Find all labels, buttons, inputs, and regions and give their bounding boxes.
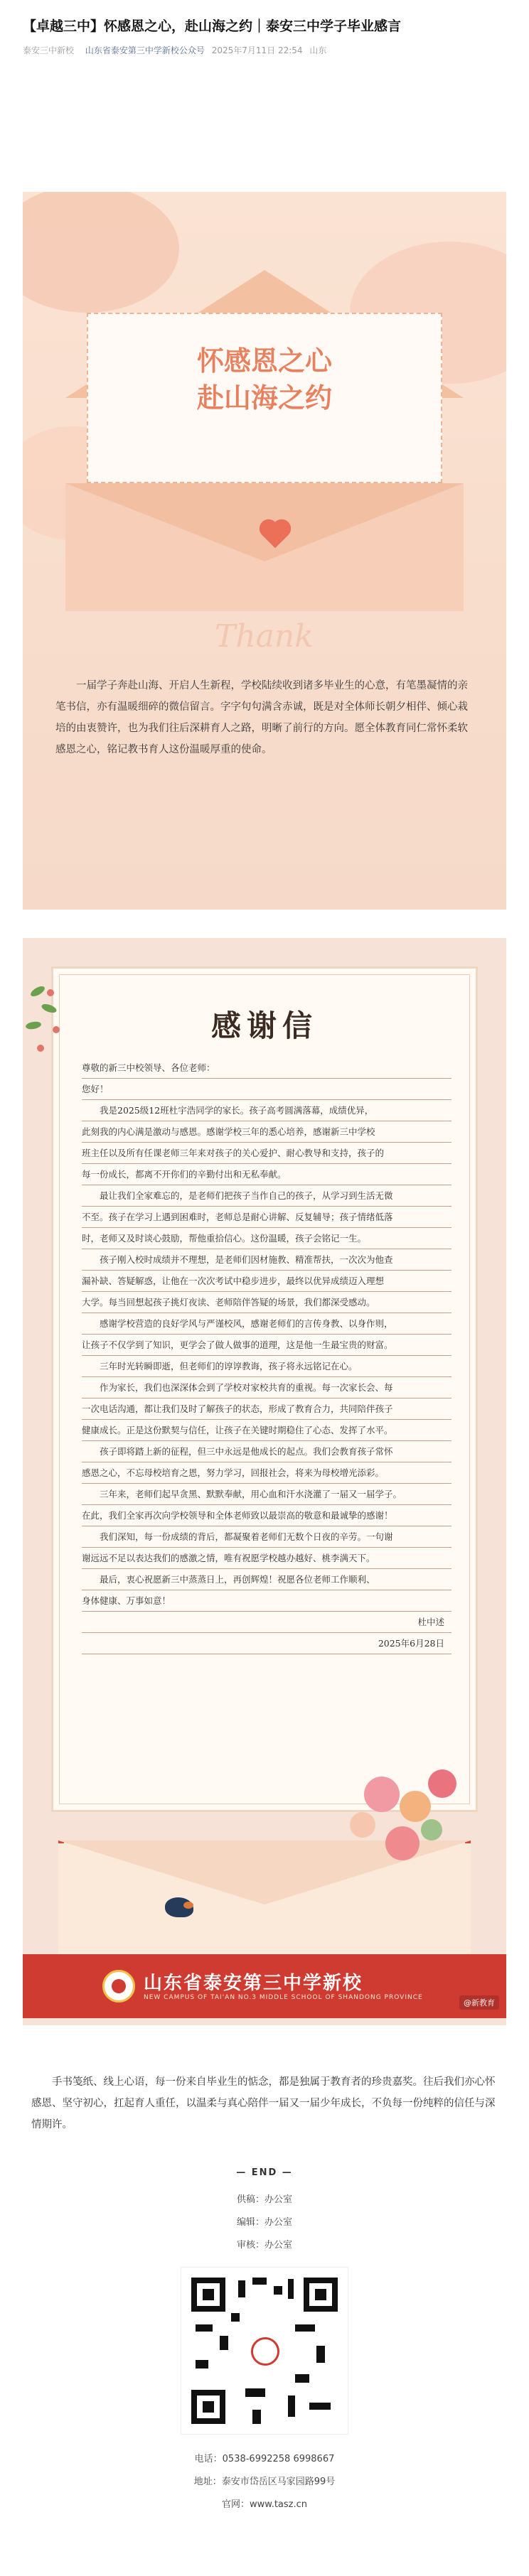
- article-title: 【卓越三中】怀感恩之心，赴山海之约｜泰安三中学子毕业感言: [23, 18, 402, 34]
- author: 泰安三中新校: [23, 45, 75, 55]
- letter-line: 最让我们全家难忘的，是老师们把孩子当作自己的孩子，从学习到生活无微: [82, 1185, 451, 1207]
- letter-line: 此刻我的内心满是激动与感恩。感谢学校三年的悉心培养，感谢新三中学校: [82, 1121, 451, 1143]
- credits: [0, 2189, 529, 2257]
- qr-logo-icon: [251, 2337, 279, 2366]
- letter-line: 作为家长，我们也深深体会到了学校对家校共育的重视。每一次家长会、每: [82, 1377, 451, 1399]
- envelope-body: [65, 483, 464, 611]
- letter-line: 健康成长。正是这份默契与信任，让孩子在关键时期稳住了心态、发挥了水平。: [82, 1420, 451, 1441]
- qr-code[interactable]: [181, 2267, 348, 2435]
- cover-line2: 赴山海之约: [196, 382, 332, 414]
- letter-line: 漏补缺、答疑解惑，让他在一次次考试中稳步进步，最终以优异成绩迈入理想: [82, 1271, 451, 1292]
- letter-line: 不至。孩子在学习上遇到困难时，老师总是耐心讲解、反复辅导；孩子情绪低落: [82, 1207, 451, 1228]
- letter-line: 感恩之心，不忘母校培育之恩，努力学习，回报社会，将来为母校增光添彩。: [82, 1462, 451, 1484]
- branch-decoration: [23, 981, 73, 1080]
- letter-line: 谢远远不足以表达我们的感激之情，唯有祝愿学校越办越好、桃李满天下。: [82, 1548, 451, 1569]
- contact-phone: 电话：0538-6992258 6998667: [194, 2454, 335, 2464]
- letter-line: 最后，衷心祝愿新三中蒸蒸日上，再创辉煌！祝愿各位老师工作顺利、: [82, 1569, 451, 1590]
- letter-line: 在此，我们全家再次向学校领导和全体老师致以最崇高的敬意和最诚挚的感谢！: [82, 1505, 451, 1526]
- publish-time: 2025年7月11日 22:54: [211, 45, 303, 55]
- letter-line: 班主任以及所有任课老师三年来对孩子的关心爱护、耐心教导和支持，孩子的: [82, 1143, 451, 1164]
- school-name: 山东省泰安第三中学新校: [144, 1973, 363, 1994]
- credit-reviewer: 编辑：办公室: [236, 2217, 293, 2228]
- flower-decoration: [336, 1762, 478, 1876]
- contact-address: 地址：泰安市岱岳区马家园路99号: [193, 2477, 336, 2487]
- letter-line: 每一份成长，都离不开你们的辛勤付出和无私奉献。: [82, 1164, 451, 1185]
- letter-line: 我是2025级12班杜宇浩同学的家长。孩子高考圆满落幕，成绩优异，: [82, 1100, 451, 1121]
- letter-line: 孩子刚入校时成绩并不理想，是老师们因材施教、精准帮扶，一次次为他查: [82, 1249, 451, 1271]
- cover-letter: [87, 313, 442, 483]
- contact-website: 官网：www.tasz.cn: [221, 2499, 308, 2510]
- watermark: @新教育: [459, 1995, 499, 2010]
- article-meta: [23, 44, 331, 56]
- letter-line: 您好！: [82, 1079, 451, 1100]
- cover-line1: 怀感恩之心: [196, 345, 332, 377]
- letter-line: 尊敬的新三中校领导、各位老师：: [82, 1057, 451, 1079]
- letter-line: 我们深知，每一份成绩的背后，都凝聚着老师们无数个日夜的辛劳。一句谢: [82, 1526, 451, 1548]
- letter-line: 三年时光转瞬即逝，但老师们的谆谆教诲，孩子将永远铭记在心。: [82, 1356, 451, 1377]
- letter-line: 感谢学校营造的良好学风与严谨校风，感谢老师们的言传身教、以身作则，: [82, 1313, 451, 1335]
- letter-card: [23, 938, 506, 2025]
- letter-line: 杜中述: [82, 1612, 451, 1633]
- letter-line: 时，老师又及时谈心鼓励，帮他重拾信心。这份温暖，孩子会铭记一生。: [82, 1228, 451, 1249]
- letter-line: 2025年6月28日: [82, 1633, 451, 1654]
- letter-line: 让孩子不仅学到了知识，更学会了做人做事的道理，这是他一生最宝贵的财富。: [82, 1335, 451, 1356]
- thank-script: Thank: [215, 618, 314, 654]
- outro-text: 手书笺纸、线上心语，每一份来自毕业生的惦念，都是独属于教育者的珍贵嘉奖。往后我们亦心怀感恩、坚守初心，扛起育人重任，以温柔与真心陪伴一届又一届少年成长，不负每一份纯粹的信任与深情期许。: [31, 2076, 496, 2130]
- end-marker: — END —: [236, 2167, 293, 2178]
- credit-editor: 供稿：办公室: [236, 2194, 293, 2205]
- letter-body: [82, 1057, 451, 1654]
- contact-info: [0, 2448, 529, 2516]
- letter-line: 三年来，老师们起早贪黑、默默奉献，用心血和汗水浇灌了一届又一届学子。: [82, 1484, 451, 1505]
- location: 山东: [309, 45, 327, 55]
- letter-line: 一次电话沟通，都让我们及时了解孩子的状态，形成了教育合力，共同陪伴孩子: [82, 1399, 451, 1420]
- letter-paper: [51, 966, 478, 1812]
- intro-text: 一届学子奔赴山海、开启人生新程，学校陆续收到诸多毕业生的心意，有笔墨凝情的亲笔书信，亦有温暖细碎的微信留言。字字句句满含赤诚，既是对全体师长朝夕相伴、倾心栽培的由衷赞许，也为我们往后深耕育人之路，明晰了前行的方向。愿全体教育同仁常怀柔软感恩之心，铭记教书育人这份温暖厚重的使命。: [55, 680, 468, 755]
- letter-line: 孩子即将踏上新的征程，但三中永远是他成长的起点。我们会教育孩子常怀: [82, 1441, 451, 1462]
- letter-line: 身体健康、万事如意！: [82, 1590, 451, 1612]
- credit-audit: 审核：办公室: [236, 2240, 293, 2251]
- cover-card: [23, 192, 506, 910]
- account-link[interactable]: 山东省泰安第三中学新校公众号: [85, 45, 205, 55]
- school-english-name: NEW CAMPUS OF TAI'AN NO.3 MIDDLE SCHOOL OF SHANDONG PROVINCE: [144, 1994, 423, 2001]
- letter-line: 大学。每当回想起孩子挑灯夜读、老师陪伴答疑的场景，我们都深受感动。: [82, 1292, 451, 1313]
- school-logo-icon: [102, 1970, 135, 2003]
- letter-heading: 感谢信: [210, 1008, 318, 1043]
- school-banner: [23, 1954, 506, 2018]
- bird-decoration: [165, 1897, 193, 1917]
